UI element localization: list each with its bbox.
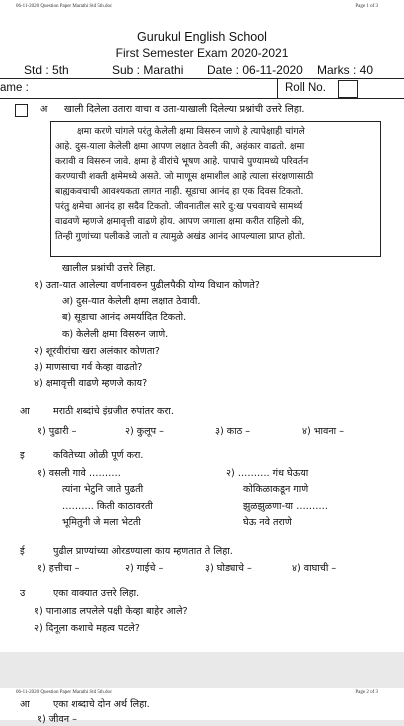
page-number: Page 2 of 3 (355, 690, 378, 695)
q2-item: २) कुलूप – (125, 426, 164, 437)
q3-letter: इ (20, 450, 25, 461)
question-paper-page-2 (0, 688, 404, 725)
q4-letter: ई (20, 546, 25, 557)
poem-left-line: त्यांना भेटुनि जाते पुढती (62, 484, 144, 495)
school-name: Gurukul English School (137, 30, 267, 44)
marks-label: Marks : 40 (317, 63, 374, 77)
roll-number-box[interactable] (338, 80, 358, 98)
p2-q-title: एका शब्दाचे दोन अर्थ लिहा. (53, 699, 150, 710)
poem-left-line: ………. किती काठावरती (62, 501, 153, 512)
poem-left-line: १) वसली गावे ………. (37, 468, 121, 479)
q4-item: १) हत्तीचा – (37, 563, 80, 574)
q1-item-3: ३) माणसाचा गर्व केव्हा वाढतो? (34, 362, 143, 373)
q1-title: खाली दिलेला उतारा वाचा व उता-याखाली दिलेल्या प्रश्नांची उत्तरे लिहा. (64, 104, 305, 115)
poem-right-line: घेऊ नवे तराणे (243, 517, 292, 528)
passage-line: आहे. दुस-याला केलेली क्षमा आपण लक्षात ठेवली की, अहंकार वाढतो. क्षमा (55, 141, 305, 152)
passage-line: तिन्ही गुणांच्या पलीकडे जातो व त्यामुळे अखंड आनंद आपल्याला प्राप्त होतो. (55, 231, 306, 242)
passage-line: करण्याची शक्ती क्षमेमध्ये असते. जो माणूस क्षमाशील आहे त्याला संरक्षणासाठी (55, 171, 314, 182)
roll-label: Roll No. (285, 82, 326, 94)
poem-right-line: कोकिळाकडून गाणे (243, 484, 309, 495)
q2-item: ३) काठ – (215, 426, 251, 437)
p2-item: १) जीवन – (37, 714, 77, 725)
exam-title: First Semester Exam 2020-2021 (115, 46, 289, 60)
passage-box (50, 121, 381, 257)
q2-item: ४) भावना – (302, 426, 345, 437)
answer-checkbox[interactable] (15, 104, 28, 117)
q2-item: १) पुढारी – (37, 426, 77, 437)
name-label: ame : (0, 82, 29, 94)
q2-title: मराठी शब्दांचे इंग्रजीत रुपांतर करा. (53, 406, 174, 417)
poem-left-line: भूमितुनी जे मला भेटती (62, 517, 141, 528)
q1-item-4: ४) क्षमावृत्ती वाढणे म्हणजे काय? (34, 378, 148, 389)
q5-item: १) पानाआड लपलेले पक्षी केव्हा बाहेर आले? (34, 606, 188, 617)
subject-label: Sub : Marathi (112, 63, 184, 77)
q1-option-a: अ) दुस-यात केलेली क्षमा लक्षात ठेवावी. (62, 296, 201, 307)
q1-letter: अ (40, 104, 48, 115)
p2-q-letter: आ (20, 699, 30, 710)
q1-item-2: २) शूरवीरांचा खरा अलंकार कोणता? (34, 346, 160, 357)
q4-item: २) गाईचे – (125, 563, 164, 574)
header-bottom-rule (0, 98, 404, 99)
date-label: Date : 06-11-2020 (207, 63, 303, 77)
q1-option-b: ब) सूडाचा आनंद अमर्यादित टिकतो. (62, 312, 187, 323)
roll-divider (277, 78, 278, 98)
q5-title: एका वाक्यात उत्तरे लिहा. (53, 588, 140, 599)
passage-line: परंतु क्षमेचा आनंद हा सदैव टिकतो. जीवनातील सारे दु:ख पचवायचे सामर्थ्य (55, 201, 303, 212)
passage-line: करावी व विसरुन जावे. क्षमा हे वीरांचे भूषण आहे. पापाचे पुण्यामध्ये परिवर्तन (55, 156, 309, 167)
q4-title: पुढील प्राण्यांच्या ओरडण्याला काय म्हणतात ते लिहा. (53, 546, 233, 557)
header-top-rule (0, 78, 404, 79)
passage-line: बाह्यकवचाची आवश्यकता लागत नाही. सूडाचा आनंद हा एक दिवस टिकतो. (55, 186, 304, 197)
q5-letter: उ (20, 588, 26, 599)
file-name: 06-11-2020 Question Paper Marathi Std 5th.doc (16, 690, 113, 695)
q4-item: ३) घोड्याचे – (205, 563, 252, 574)
passage-line: वाढवणे म्हणजे क्षमावृत्ती वाढणे होय. आपण जगाला क्षमा करीत राहिलो की, (55, 216, 305, 227)
q1-option-c: क) केलेली क्षमा विसरुन जाणे. (62, 329, 169, 340)
q3-title: कवितेच्या ओळी पूर्ण करा. (53, 450, 144, 461)
page-number: Page 1 of 3 (355, 4, 378, 9)
std-label: Std : 5th (24, 63, 69, 77)
q2-letter: आ (20, 406, 30, 417)
file-name: 06-11-2020 Question Paper Marathi Std 5th.doc (16, 4, 113, 9)
poem-right-line: २) ………. गंध घेऊया (226, 468, 309, 479)
q1-item-1: १) उता-यात आलेल्या वर्णनावरुन पुढीलपैकी योग्य विधान कोणते? (34, 280, 260, 291)
passage-line: क्षमा करणे चांगले परंतु केलेली क्षमा विसरुन जाणे हे त्यापेक्षाही चांगले (77, 126, 305, 137)
q5-item: २) दिनूला कशाचे महत्व पटले? (34, 623, 140, 634)
poem-right-line: झुळझुळणा-या ………. (243, 501, 328, 512)
q1-subtitle: खालील प्रश्नांची उत्तरे लिहा. (62, 263, 156, 274)
q4-item: ४) वाघाची – (292, 563, 337, 574)
